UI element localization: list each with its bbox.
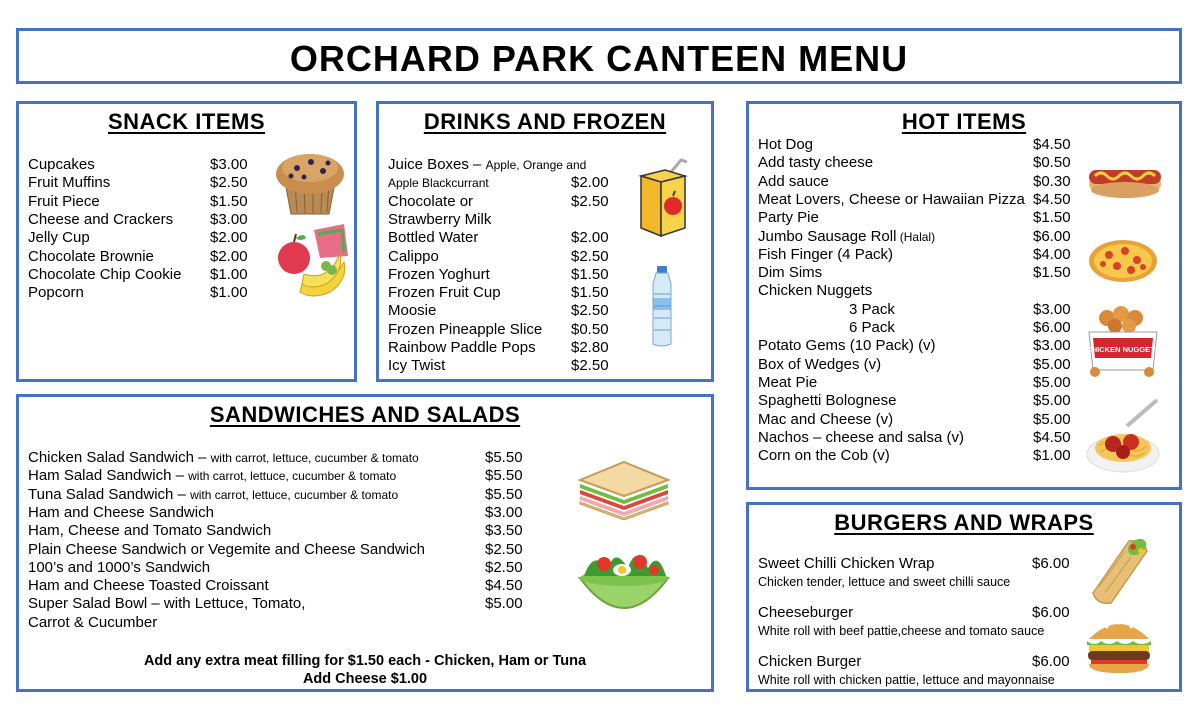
item-name-text: Party Pie xyxy=(758,209,819,227)
item-name xyxy=(388,302,436,320)
item-name-text: Fish Finger (4 Pack) xyxy=(758,245,894,263)
item-name xyxy=(388,357,445,375)
menu-item xyxy=(758,209,1078,227)
item-name xyxy=(28,156,95,174)
menu-item xyxy=(28,522,538,540)
menu-item xyxy=(388,266,623,284)
item-name-text: Ham Salad Sandwich xyxy=(28,467,172,485)
menu-item xyxy=(28,156,258,174)
item-price: $1.00 xyxy=(210,284,248,302)
menu-item xyxy=(758,411,1078,429)
hot-heading: HOT ITEMS xyxy=(901,109,1027,134)
menu-item xyxy=(758,282,1078,300)
item-name: Sweet Chilli Chicken Wrap xyxy=(758,555,935,572)
item-name-text: Calippo xyxy=(388,247,439,265)
item-name-text: Meat Lovers, Cheese or Hawaiian Pizza xyxy=(758,190,1025,208)
sandwich-icon xyxy=(574,458,674,520)
menu-item xyxy=(28,174,258,192)
menu-item xyxy=(28,559,538,577)
item-name-text: Ham, Cheese and Tomato Sandwich xyxy=(28,522,272,540)
menu-item xyxy=(758,392,1078,410)
salad-icon xyxy=(574,542,674,622)
item-name-text: Popcorn xyxy=(28,284,84,302)
menu-item xyxy=(28,248,258,266)
item-price: $4.50 xyxy=(1033,190,1071,208)
item-description: White roll with chicken pattie, lettuce and mayonnaise xyxy=(758,673,1055,687)
item-name-text: Mac and Cheese (v) xyxy=(758,410,894,428)
item-price: $3.00 xyxy=(1033,337,1071,355)
item-note: with carrot, lettuce, cucumber & tomato xyxy=(210,451,419,465)
item-price: $1.50 xyxy=(571,284,609,302)
menu-item xyxy=(758,653,1078,689)
extra-filling-note: Add any extra meat filling for $1.50 each - Chicken, Ham or Tuna xyxy=(143,653,587,669)
item-name-text: Chicken Salad Sandwich xyxy=(28,449,194,466)
item-name-text: Jelly Cup xyxy=(28,229,90,247)
item-description: Chicken tender, lettuce and sweet chilli sauce xyxy=(758,575,1011,589)
item-price: $5.00 xyxy=(1033,373,1071,391)
item-price: $4.50 xyxy=(1033,136,1071,153)
menu-item xyxy=(758,555,1078,591)
item-price: $3.50 xyxy=(485,522,523,540)
menu-item xyxy=(28,504,538,522)
item-name xyxy=(758,447,890,465)
item-name xyxy=(388,339,536,357)
menu-item xyxy=(28,577,538,595)
item-price: $5.50 xyxy=(485,485,523,503)
item-name-text: Super Salad Bowl – with Lettuce, Tomato, xyxy=(28,595,306,613)
item-name xyxy=(28,595,305,613)
item-separator: – xyxy=(173,485,191,503)
item-name xyxy=(28,577,269,595)
menu-item xyxy=(388,302,623,320)
menu-item xyxy=(388,321,623,339)
item-separator: – xyxy=(171,467,189,485)
item-price: $2.50 xyxy=(571,192,609,210)
juice-box-icon xyxy=(635,158,693,238)
item-name xyxy=(758,136,813,154)
item-price: $6.00 xyxy=(1033,319,1071,336)
page-title: ORCHARD PARK CANTEEN MENU xyxy=(289,38,909,79)
menu-item xyxy=(388,211,623,229)
item-name-text: Chocolate Chip Cookie xyxy=(28,265,182,283)
menu-item xyxy=(758,356,1078,374)
item-price: $1.00 xyxy=(1033,447,1071,465)
item-name xyxy=(388,156,586,174)
menu-item xyxy=(28,193,258,211)
menu-item xyxy=(758,136,1078,154)
item-name-text: Rainbow Paddle Pops xyxy=(388,339,536,356)
item-name-text: Chicken Nuggets xyxy=(758,282,873,300)
item-name xyxy=(758,209,819,227)
item-name xyxy=(758,392,896,410)
item-price: $3.00 xyxy=(485,503,523,521)
item-name xyxy=(758,191,1025,209)
item-price: $5.00 xyxy=(485,595,523,613)
menu-item xyxy=(388,339,623,357)
item-name-text: Frozen Yoghurt xyxy=(388,265,490,283)
item-name xyxy=(758,228,935,246)
menu-item xyxy=(28,614,538,632)
menu-item xyxy=(28,266,258,284)
item-price: $2.00 xyxy=(571,229,609,247)
item-name xyxy=(388,321,542,339)
menu-item xyxy=(758,374,1078,392)
sandwiches-heading: SANDWICHES AND SALADS xyxy=(209,402,521,427)
item-name-text: 3 Pack xyxy=(849,300,895,318)
menu-item xyxy=(388,229,623,247)
item-name xyxy=(28,504,214,522)
item-name-text: Ham and Cheese Sandwich xyxy=(28,503,214,521)
item-name-text: Plain Cheese Sandwich or Vegemite and Cheese Sandwich xyxy=(28,540,425,558)
menu-item xyxy=(758,604,1078,640)
item-note: Apple, Orange and xyxy=(485,158,587,172)
item-price: $2.50 xyxy=(210,174,248,192)
item-name-text: Dim Sims xyxy=(758,264,823,282)
menu-item xyxy=(758,264,1078,282)
item-name-text: Chocolate Brownie xyxy=(28,247,154,265)
pizza-icon xyxy=(1087,238,1159,284)
item-price: $2.50 xyxy=(485,540,523,558)
item-name xyxy=(28,174,110,192)
item-name-text: Icy Twist xyxy=(388,357,446,375)
item-name xyxy=(758,337,936,355)
item-name xyxy=(388,284,501,302)
item-name xyxy=(388,248,439,266)
menu-item xyxy=(388,357,623,375)
drinks-heading: DRINKS AND FROZEN xyxy=(423,109,667,134)
snack-items-section xyxy=(16,101,357,382)
item-price: $2.50 xyxy=(571,247,609,265)
item-price: $5.00 xyxy=(1033,410,1071,428)
item-price: $4.00 xyxy=(1033,245,1071,263)
item-name xyxy=(28,248,154,266)
extra-cheese-note: Add Cheese $1.00 xyxy=(302,671,428,687)
item-price: $4.50 xyxy=(485,577,523,595)
item-name xyxy=(758,282,872,300)
item-price: $6.00 xyxy=(1033,227,1071,245)
item-name xyxy=(28,486,398,504)
item-name-text: Carrot & Cucumber xyxy=(28,613,158,631)
item-name xyxy=(28,229,90,247)
item-name-text: Add sauce xyxy=(758,172,829,190)
item-name: Chicken Burger xyxy=(758,653,862,670)
item-price: $5.50 xyxy=(485,449,523,466)
item-price: $2.00 xyxy=(571,174,609,192)
item-name xyxy=(758,411,893,429)
menu-item xyxy=(28,449,538,467)
menu-item xyxy=(28,229,258,247)
item-name-text: Bottled Water xyxy=(388,229,479,247)
item-name-text: Frozen Fruit Cup xyxy=(388,284,501,302)
item-price: $1.50 xyxy=(1033,264,1071,282)
item-separator: – xyxy=(468,156,486,173)
item-name-text: Corn on the Cob (v) xyxy=(758,447,890,465)
chicken-nuggets-icon xyxy=(1085,302,1161,378)
item-price: $6.00 xyxy=(1032,653,1070,670)
drinks-section xyxy=(376,101,714,382)
item-price: $4.50 xyxy=(1033,428,1071,446)
item-price: $6.00 xyxy=(1032,604,1070,621)
menu-item xyxy=(28,467,538,485)
menu-item xyxy=(758,173,1078,191)
item-price: $1.50 xyxy=(571,265,609,283)
item-name-text: Fruit Muffins xyxy=(28,174,111,192)
item-name-text: Chocolate or xyxy=(388,192,474,210)
item-name xyxy=(758,356,881,374)
item-name-text: Tuna Salad Sandwich xyxy=(28,485,174,503)
item-price: $3.00 xyxy=(1033,300,1071,318)
item-name xyxy=(758,374,817,392)
burgers-heading: BURGERS AND WRAPS xyxy=(834,510,1094,535)
item-name xyxy=(28,266,181,284)
item-name-text: Cupcakes xyxy=(28,156,95,173)
wrap-icon xyxy=(1085,537,1153,607)
hot-dog-icon xyxy=(1085,154,1165,202)
item-name xyxy=(388,229,478,247)
item-name-text: Strawberry Milk xyxy=(388,210,492,228)
item-price: $1.00 xyxy=(210,265,248,283)
item-name xyxy=(28,467,396,485)
menu-item xyxy=(758,154,1078,172)
item-name xyxy=(758,173,829,191)
item-name-text: 100’s and 1000’s Sandwich xyxy=(28,558,211,576)
item-name-text: Add tasty cheese xyxy=(758,154,874,172)
item-name-text: Hot Dog xyxy=(758,136,814,153)
menu-item xyxy=(758,337,1078,355)
item-name-text: Moosie xyxy=(388,302,437,320)
item-name-text: Jumbo Sausage Roll xyxy=(758,227,897,245)
muffin-icon xyxy=(271,146,349,216)
item-name xyxy=(28,449,419,467)
item-price: $2.50 xyxy=(485,558,523,576)
item-name xyxy=(28,284,84,302)
item-price: $2.50 xyxy=(571,302,609,320)
item-name xyxy=(388,174,489,192)
sandwiches-section xyxy=(16,394,714,692)
menu-item xyxy=(388,248,623,266)
menu-item xyxy=(388,284,623,302)
menu-item xyxy=(758,301,1078,319)
menu-item xyxy=(758,429,1078,447)
item-name xyxy=(388,266,490,284)
item-name-text: Cheese and Crackers xyxy=(28,210,174,228)
menu-item xyxy=(28,211,258,229)
item-price: $5.50 xyxy=(485,467,523,485)
item-description: White roll with beef pattie,cheese and tomato sauce xyxy=(758,624,1045,638)
item-price: $3.00 xyxy=(210,156,248,173)
menu-item xyxy=(758,191,1078,209)
item-name-text: 6 Pack xyxy=(849,319,895,336)
title-box xyxy=(16,28,1182,84)
menu-item xyxy=(388,156,623,174)
item-name-text: Nachos – cheese and salsa (v) xyxy=(758,428,964,446)
item-note: with carrot, lettuce, cucumber & tomato xyxy=(190,487,399,502)
hot-items-section xyxy=(746,101,1182,490)
item-name-text: Box of Wedges (v) xyxy=(758,355,882,373)
menu-item xyxy=(28,595,538,613)
item-price: $2.50 xyxy=(571,357,609,375)
water-bottle-icon xyxy=(647,264,677,348)
nuggets-box-label: CHICKEN NUGGETS xyxy=(1086,345,1160,354)
item-name-text: Ham and Cheese Toasted Croissant xyxy=(28,577,269,595)
menu-item xyxy=(758,246,1078,264)
item-separator: – xyxy=(193,449,211,466)
item-name xyxy=(849,301,895,319)
item-price: $5.00 xyxy=(1033,355,1071,373)
item-price: $0.50 xyxy=(571,320,609,338)
item-name-text: Frozen Pineapple Slice xyxy=(388,320,543,338)
spaghetti-icon xyxy=(1083,396,1165,478)
item-name xyxy=(388,211,491,229)
menu-item xyxy=(758,319,1078,337)
item-note: (Halal) xyxy=(896,229,936,244)
menu-item xyxy=(28,284,258,302)
item-name: Cheeseburger xyxy=(758,604,854,621)
item-price: $2.80 xyxy=(571,339,609,356)
item-name xyxy=(28,559,210,577)
item-price: $3.00 xyxy=(210,210,248,228)
item-name xyxy=(28,614,157,632)
snack-heading: SNACK ITEMS xyxy=(107,109,266,134)
item-price: $1.50 xyxy=(210,192,248,210)
item-name xyxy=(28,211,173,229)
item-name xyxy=(758,246,893,264)
item-name xyxy=(28,522,271,540)
item-name xyxy=(758,154,873,172)
burger-icon xyxy=(1083,613,1155,675)
item-name-text: Spaghetti Bolognese xyxy=(758,392,897,410)
item-price: $0.30 xyxy=(1033,172,1071,190)
item-name xyxy=(758,429,964,447)
fruit-icon xyxy=(274,222,354,300)
menu-item xyxy=(28,486,538,504)
item-price: $1.50 xyxy=(1033,209,1071,227)
item-name-text: Fruit Piece xyxy=(28,192,100,210)
item-name xyxy=(28,541,425,559)
item-name xyxy=(758,264,822,282)
item-note: Apple Blackcurrant xyxy=(388,176,489,191)
item-note: with carrot, lettuce, cucumber & tomato xyxy=(188,469,397,484)
item-price: $6.00 xyxy=(1032,555,1070,572)
menu-item xyxy=(28,541,538,559)
item-name xyxy=(388,193,473,211)
item-name xyxy=(28,193,100,211)
burgers-section xyxy=(746,502,1182,692)
item-name-text: Meat Pie xyxy=(758,373,818,391)
item-name-text: Juice Boxes xyxy=(388,156,469,173)
menu-item xyxy=(388,193,623,211)
item-price: $2.00 xyxy=(210,229,248,247)
menu-item xyxy=(388,174,623,192)
item-price: $2.00 xyxy=(210,247,248,265)
menu-item xyxy=(758,447,1078,465)
item-name-text: Potato Gems (10 Pack) (v) xyxy=(758,337,936,355)
item-price: $0.50 xyxy=(1033,154,1071,172)
item-name xyxy=(849,319,895,337)
item-price: $5.00 xyxy=(1033,392,1071,410)
menu-item xyxy=(758,228,1078,246)
